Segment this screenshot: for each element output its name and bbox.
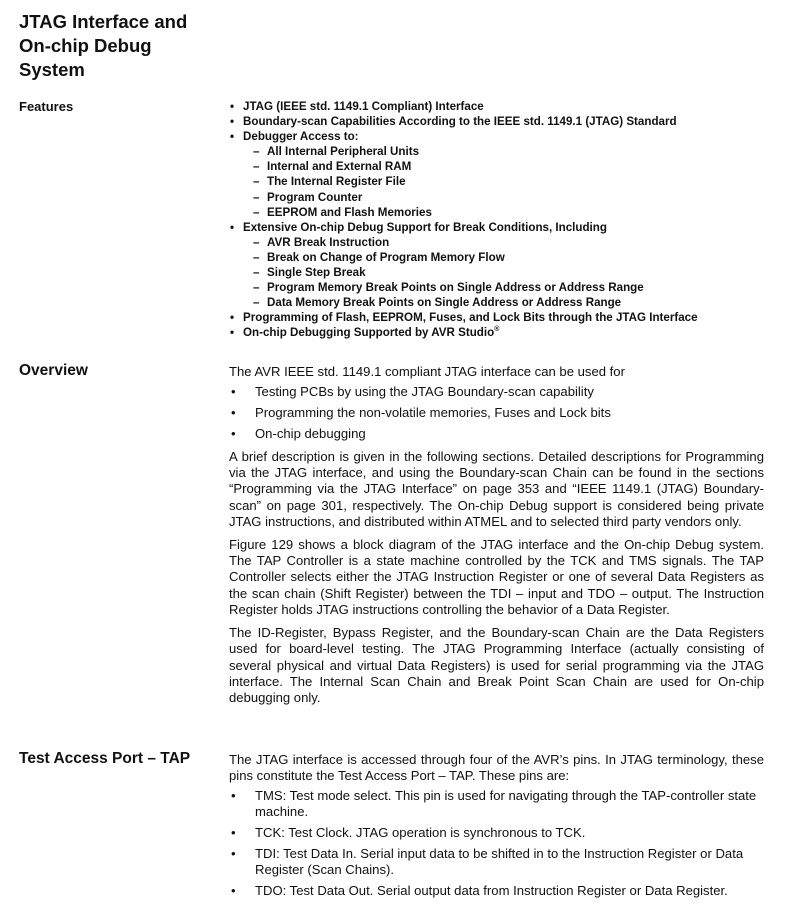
feature-subitem: – EEPROM and Flash Memories — [229, 205, 764, 220]
feature-subitem: – Internal and External RAM — [229, 159, 764, 174]
overview-paragraph: A brief description is given in the following sections. Detailed descriptions for Programming via the JTAG interface, and using the Boundary-scan Chain can be found in the sections “Programming via the JTAG Interface” on page 353 and “IEEE 1149.1 (JTAG) Boundary-scan” on page 301, respectively. The On-chip Debug support is considered being private JTAG instructions, and distributed within ATMEL and to selected third party vendors only. — [229, 448, 764, 530]
feature-item: • Programming of Flash, EEPROM, Fuses, and Lock Bits through the JTAG Interface — [229, 310, 764, 325]
feature-subitem: – Program Memory Break Points on Single Address or Address Range — [229, 280, 764, 295]
registered-mark: ® — [494, 326, 500, 334]
feature-item: • Extensive On-chip Debug Support for Break Conditions, Including — [229, 220, 764, 235]
overview-bullet: • Programming the non-volatile memories, Fuses and Lock bits — [229, 405, 764, 421]
tap-bullet: • TDI: Test Data In. Serial input data to be shifted in to the Instruction Register or Data Register (Scan Chains). — [229, 846, 764, 879]
overview-bullet: • Testing PCBs by using the JTAG Boundary-scan capability — [229, 384, 764, 400]
feature-subitem: – Single Step Break — [229, 265, 764, 280]
overview-paragraph: Figure 129 shows a block diagram of the JTAG interface and the On-chip Debug system. The TAP Controller is a state machine controlled by the TCK and TMS signals. The TAP Controller selects either the JTAG Instruction Register or one of several Data Registers as the scan chain (Shift Register) between the TDI – input and TDO – output. The Instruction Register holds JTAG instructions controlling the behavior of a Data Register. — [229, 536, 764, 618]
feature-item — [229, 325, 764, 340]
feature-subitem: – Program Counter — [229, 190, 764, 205]
tap-heading: Test Access Port – TAP — [19, 750, 191, 767]
feature-subitem: – AVR Break Instruction — [229, 235, 764, 250]
tap-bullet: • TMS: Test mode select. This pin is used for navigating through the TAP-controller state machine. — [229, 788, 764, 821]
overview-heading: Overview — [19, 362, 88, 379]
overview-paragraph: The ID-Register, Bypass Register, and the Boundary-scan Chain are the Data Registers used for board-level testing. The JTAG Programming Interface (actually consisting of several physical and virtual Data Registers) is used for serial programming via the JTAG interface. The Internal Scan Chain and Break Point Scan Chain are used for On-chip debugging only. — [229, 624, 764, 706]
page-title: JTAG Interface and On-chip Debug System — [19, 11, 188, 80]
tap-intro: The JTAG interface is accessed through four of the AVR’s pins. In JTAG terminology, these pins constitute the Test Access Port – TAP. These pins are: — [229, 752, 764, 784]
tap-bullet: • TCK: Test Clock. JTAG operation is synchronous to TCK. — [229, 825, 764, 841]
feature-item: • JTAG (IEEE std. 1149.1 Compliant) Interface — [229, 99, 764, 114]
feature-item-text: On-chip Debugging Supported by AVR Studio — [243, 326, 495, 340]
overview-bullet: • On-chip debugging — [229, 426, 764, 442]
feature-subitem: – Data Memory Break Points on Single Address or Address Range — [229, 295, 764, 310]
features-list — [229, 99, 764, 341]
tap-bullet: • TDO: Test Data Out. Serial output data from Instruction Register or Data Register. — [229, 883, 764, 899]
overview-intro: The AVR IEEE std. 1149.1 compliant JTAG interface can be used for — [229, 364, 625, 379]
feature-subitem: – Break on Change of Program Memory Flow — [229, 250, 764, 265]
feature-item: • Debugger Access to: — [229, 129, 764, 144]
feature-subitem: – The Internal Register File — [229, 174, 764, 189]
features-heading: Features — [19, 99, 74, 114]
feature-item: • Boundary-scan Capabilities According to the IEEE std. 1149.1 (JTAG) Standard — [229, 114, 764, 129]
overview-section — [229, 364, 764, 707]
feature-subitem: – All Internal Peripheral Units — [229, 144, 764, 159]
tap-section — [229, 752, 764, 900]
